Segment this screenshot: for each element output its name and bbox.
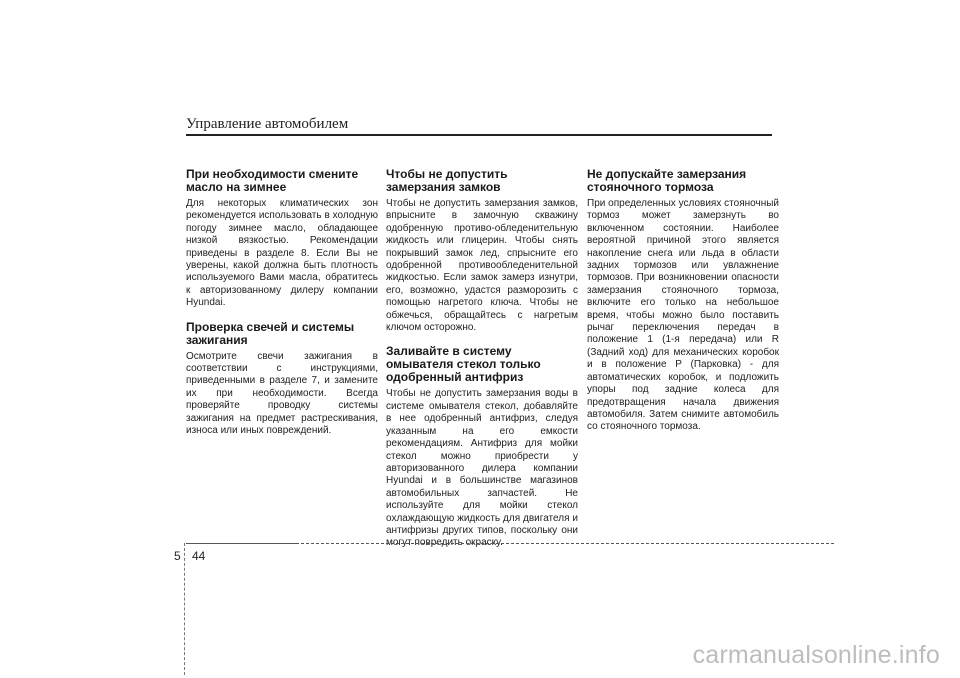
column-2: [386, 168, 578, 550]
section-body: При определенных условиях стояночный тормоз может замерзнуть во включенном состоянии. Наиболее вероятной причиной этого является накопление снега или льда в области задних тормозов или увлажнение тормозов. При возникновении опасности замерзания стояночного тормоза, включите его только на небольшое время, чтобы можно было поставить рычаг переключения передач в положение 1 (1-я передача) или R (Задний ход) для механических коробок и в положение P (Парковка) - для автоматических коробок, и подложить упоры под задние колеса для предотвращения начала движения автомобиля. Затем снимите автомобиль со стояночного тормоза.: [587, 198, 779, 433]
section-number: 5: [174, 549, 181, 563]
section-heading: Чтобы не допустить замерзания замков: [386, 167, 508, 194]
section-heading: При необходимости смените масло на зимнее: [186, 167, 359, 194]
footer-vertical-rule: [184, 543, 185, 675]
page-header-title: Управление автомобилем: [186, 116, 349, 132]
section-body: Осмотрите свечи зажигания в соответствии с инструкциями, приведенными в разделе 7, и замените их при необходимости. Всегда проверяйте проводку системы зажигания на предмет растрескивания, износа или иных повреждений.: [186, 350, 378, 437]
column-1: [186, 168, 378, 438]
section-heading: Проверка свечей и системы зажигания: [186, 319, 355, 347]
footer-rule-accent: [186, 543, 296, 544]
page-number: 44: [192, 549, 206, 563]
section-body: Чтобы не допустить замерзания воды в системе омывателя стекол, добавляйте в нее одобренный антифриз, следуя указанным на его емкости рекомендациям. Антифриз для мойки стекол можно приобрести у авторизованного дилера компании Hyundai и в большинстве магазинов автомобильных запчастей. Не используйте для мойки стекол охлаждающую жидкость для двигателя и антифризы других типов, поскольку они могут повредить окраску.: [386, 388, 578, 549]
section-body: Для некоторых климатических зон рекомендуется использовать в холодную погоду зимнее масло, обладающее низкой вязкостью. Рекомендации приведены в разделе 8. Если Вы не уверены, какой должна быть плотность используемого Вами масла, обратитесь к авторизованному дилеру компании Hyundai.: [186, 198, 378, 309]
column-3: [587, 168, 779, 434]
section-body: Чтобы не допустить замерзания замков, впрысните в замочную скважину одобренную противо-обледенительную жидкость или глицерин. Чтобы снять покрывший замок лед, спрысните его одобренной противообледенительной жидкостью. Если замок замерз изнутри, его, возможно, удастся разморозить с помощью нагретого ключа. Чтобы не обжечься, обращайтесь с нагретым ключом осторожно.: [386, 198, 578, 334]
header-rule: [186, 134, 772, 136]
section-heading: Заливайте в систему омывателя стекол только одобренный антифриз: [386, 344, 541, 385]
watermark: carmanualsonline.info: [692, 641, 940, 669]
section-heading: Не допускайте замерзания стояночного тормоза: [587, 167, 747, 194]
